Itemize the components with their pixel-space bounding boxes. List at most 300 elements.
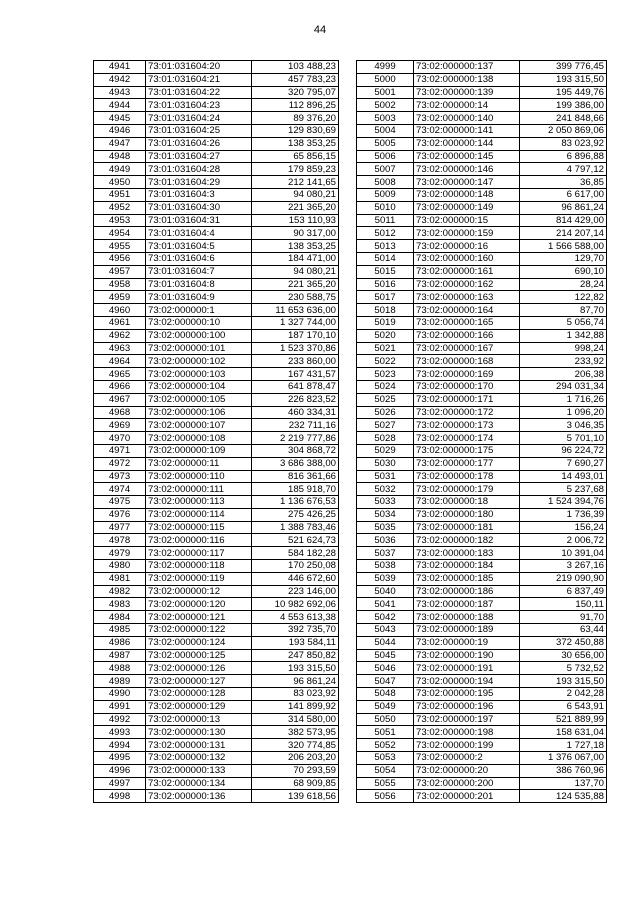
cadastral-value-cell: 1 136 676,53 bbox=[252, 496, 339, 509]
row-number-cell: 4957 bbox=[94, 265, 146, 278]
cadastral-number-cell: 73:02:000000:197 bbox=[414, 713, 520, 726]
row-number-cell: 5014 bbox=[357, 252, 414, 265]
cadastral-number-cell: 73:02:000000:127 bbox=[146, 675, 252, 688]
cadastral-number-cell: 73:02:000000:115 bbox=[146, 521, 252, 534]
table-row bbox=[94, 572, 339, 585]
cadastral-value-cell: 241 848,66 bbox=[520, 112, 607, 125]
cadastral-value-cell: 372 450,88 bbox=[520, 636, 607, 649]
table-row bbox=[94, 278, 339, 291]
row-number-cell: 5018 bbox=[357, 304, 414, 317]
cadastral-number-cell: 73:02:000000:169 bbox=[414, 368, 520, 381]
row-number-cell: 5055 bbox=[357, 777, 414, 790]
table-row bbox=[94, 112, 339, 125]
cadastral-value-cell: 1 096,20 bbox=[520, 406, 607, 419]
cadastral-value-cell: 167 431,57 bbox=[252, 368, 339, 381]
row-number-cell: 4973 bbox=[94, 470, 146, 483]
cadastral-number-cell: 73:02:000000:102 bbox=[146, 355, 252, 368]
table-row bbox=[94, 252, 339, 265]
cadastral-value-cell: 584 182,28 bbox=[252, 547, 339, 560]
cadastral-value-cell: 1 376 067,00 bbox=[520, 752, 607, 765]
table-row bbox=[357, 112, 607, 125]
table-row bbox=[357, 124, 607, 137]
cadastral-value-cell: 30 656,00 bbox=[520, 649, 607, 662]
table-row bbox=[357, 432, 607, 445]
table-row bbox=[94, 227, 339, 240]
row-number-cell: 5030 bbox=[357, 457, 414, 470]
cadastral-number-cell: 73:01:031604:31 bbox=[146, 214, 252, 227]
cadastral-value-cell: 320 795,07 bbox=[252, 86, 339, 99]
cadastral-value-cell: 5 237,68 bbox=[520, 483, 607, 496]
cadastral-number-cell: 73:02:000000:20 bbox=[414, 764, 520, 777]
cadastral-number-cell: 73:02:000000:144 bbox=[414, 137, 520, 150]
table-row bbox=[357, 636, 607, 649]
row-number-cell: 4970 bbox=[94, 432, 146, 445]
cadastral-value-cell: 1 342,88 bbox=[520, 329, 607, 342]
cadastral-value-cell: 10 391,04 bbox=[520, 547, 607, 560]
table-row bbox=[94, 393, 339, 406]
cadastral-number-cell: 73:02:000000:138 bbox=[414, 73, 520, 86]
cadastral-value-cell: 187 170,10 bbox=[252, 329, 339, 342]
cadastral-value-cell: 122,82 bbox=[520, 291, 607, 304]
cadastral-value-cell: 294 031,34 bbox=[520, 380, 607, 393]
row-number-cell: 4945 bbox=[94, 112, 146, 125]
cadastral-value-cell: 2 042,28 bbox=[520, 688, 607, 701]
table-row bbox=[357, 368, 607, 381]
cadastral-number-cell: 73:02:000000:108 bbox=[146, 432, 252, 445]
row-number-cell: 4992 bbox=[94, 713, 146, 726]
cadastral-value-cell: 386 760,96 bbox=[520, 764, 607, 777]
table-row bbox=[357, 444, 607, 457]
table-row bbox=[94, 137, 339, 150]
cadastral-value-cell: 206,38 bbox=[520, 368, 607, 381]
row-number-cell: 5011 bbox=[357, 214, 414, 227]
row-number-cell: 5051 bbox=[357, 726, 414, 739]
cadastral-number-cell: 73:01:031604:30 bbox=[146, 201, 252, 214]
row-number-cell: 4977 bbox=[94, 521, 146, 534]
row-number-cell: 4944 bbox=[94, 99, 146, 112]
row-number-cell: 4978 bbox=[94, 534, 146, 547]
cadastral-value-cell: 184 471,00 bbox=[252, 252, 339, 265]
cadastral-number-cell: 73:02:000000:184 bbox=[414, 560, 520, 573]
row-number-cell: 5007 bbox=[357, 163, 414, 176]
cadastral-value-cell: 65 856,15 bbox=[252, 150, 339, 163]
table-row bbox=[357, 700, 607, 713]
cadastral-value-cell: 5 056,74 bbox=[520, 316, 607, 329]
cadastral-number-cell: 73:02:000000:133 bbox=[146, 764, 252, 777]
cadastral-value-cell: 7 690,27 bbox=[520, 457, 607, 470]
row-number-cell: 4950 bbox=[94, 176, 146, 189]
cadastral-number-cell: 73:02:000000:16 bbox=[414, 240, 520, 253]
cadastral-value-cell: 91,70 bbox=[520, 611, 607, 624]
cadastral-number-cell: 73:02:000000:134 bbox=[146, 777, 252, 790]
cadastral-value-table-left bbox=[93, 60, 339, 803]
cadastral-number-cell: 73:02:000000:145 bbox=[414, 150, 520, 163]
page-number: 44 bbox=[313, 24, 327, 36]
cadastral-number-cell: 73:02:000000:171 bbox=[414, 393, 520, 406]
cadastral-number-cell: 73:02:000000:114 bbox=[146, 508, 252, 521]
row-number-cell: 4954 bbox=[94, 227, 146, 240]
table-row bbox=[357, 265, 607, 278]
table-row bbox=[357, 86, 607, 99]
cadastral-value-cell: 96 861,24 bbox=[520, 201, 607, 214]
cadastral-value-cell: 3 267,16 bbox=[520, 560, 607, 573]
row-number-cell: 5019 bbox=[357, 316, 414, 329]
table-row bbox=[94, 163, 339, 176]
row-number-cell: 5044 bbox=[357, 636, 414, 649]
cadastral-number-cell: 73:01:031604:7 bbox=[146, 265, 252, 278]
table-row bbox=[94, 368, 339, 381]
cadastral-value-cell: 457 783,23 bbox=[252, 73, 339, 86]
table-row bbox=[357, 662, 607, 675]
row-number-cell: 5042 bbox=[357, 611, 414, 624]
row-number-cell: 5036 bbox=[357, 534, 414, 547]
table-row bbox=[94, 560, 339, 573]
cadastral-value-cell: 124 535,88 bbox=[520, 790, 607, 803]
table-row bbox=[94, 752, 339, 765]
row-number-cell: 4942 bbox=[94, 73, 146, 86]
cadastral-value-cell: 139 618,56 bbox=[252, 790, 339, 803]
row-number-cell: 4997 bbox=[94, 777, 146, 790]
cadastral-value-cell: 247 850,82 bbox=[252, 649, 339, 662]
row-number-cell: 4941 bbox=[94, 61, 146, 74]
table-row bbox=[94, 124, 339, 137]
cadastral-number-cell: 73:02:000000:146 bbox=[414, 163, 520, 176]
cadastral-value-cell: 521 624,73 bbox=[252, 534, 339, 547]
table-row bbox=[94, 496, 339, 509]
cadastral-number-cell: 73:02:000000:160 bbox=[414, 252, 520, 265]
row-number-cell: 4982 bbox=[94, 585, 146, 598]
table-row bbox=[357, 598, 607, 611]
cadastral-number-cell: 73:02:000000:178 bbox=[414, 470, 520, 483]
table-row bbox=[94, 790, 339, 803]
table-row bbox=[357, 611, 607, 624]
row-number-cell: 4946 bbox=[94, 124, 146, 137]
row-number-cell: 4963 bbox=[94, 342, 146, 355]
cadastral-number-cell: 73:02:000000:117 bbox=[146, 547, 252, 560]
row-number-cell: 4968 bbox=[94, 406, 146, 419]
table-row bbox=[357, 470, 607, 483]
table-row bbox=[357, 675, 607, 688]
cadastral-value-cell: 68 909,85 bbox=[252, 777, 339, 790]
cadastral-value-cell: 5 701,10 bbox=[520, 432, 607, 445]
cadastral-number-cell: 73:01:031604:29 bbox=[146, 176, 252, 189]
row-number-cell: 4976 bbox=[94, 508, 146, 521]
cadastral-number-cell: 73:01:031604:9 bbox=[146, 291, 252, 304]
table-row bbox=[94, 662, 339, 675]
row-number-cell: 4996 bbox=[94, 764, 146, 777]
table-row bbox=[94, 700, 339, 713]
table-row bbox=[357, 73, 607, 86]
row-number-cell: 5009 bbox=[357, 188, 414, 201]
cadastral-value-cell: 138 353,25 bbox=[252, 137, 339, 150]
cadastral-value-cell: 129,70 bbox=[520, 252, 607, 265]
cadastral-value-cell: 4 553 613,38 bbox=[252, 611, 339, 624]
cadastral-number-cell: 73:02:000000:195 bbox=[414, 688, 520, 701]
row-number-cell: 4990 bbox=[94, 688, 146, 701]
table-row bbox=[94, 73, 339, 86]
row-number-cell: 5049 bbox=[357, 700, 414, 713]
table-row bbox=[94, 739, 339, 752]
cadastral-value-cell: 3 046,35 bbox=[520, 419, 607, 432]
cadastral-value-cell: 2 219 777,86 bbox=[252, 432, 339, 445]
cadastral-value-cell: 221 365,20 bbox=[252, 278, 339, 291]
cadastral-value-cell: 14 493,01 bbox=[520, 470, 607, 483]
table-row bbox=[357, 316, 607, 329]
cadastral-number-cell: 73:02:000000:13 bbox=[146, 713, 252, 726]
table-row bbox=[357, 534, 607, 547]
cadastral-value-cell: 2 006,72 bbox=[520, 534, 607, 547]
cadastral-value-cell: 1 388 783,46 bbox=[252, 521, 339, 534]
cadastral-number-cell: 73:01:031604:26 bbox=[146, 137, 252, 150]
cadastral-value-cell: 83 023,92 bbox=[520, 137, 607, 150]
table-row bbox=[94, 304, 339, 317]
cadastral-value-cell: 1 327 744,00 bbox=[252, 316, 339, 329]
row-number-cell: 4966 bbox=[94, 380, 146, 393]
cadastral-value-table-right bbox=[356, 60, 607, 803]
table-row bbox=[94, 547, 339, 560]
cadastral-value-cell: 223 146,00 bbox=[252, 585, 339, 598]
row-number-cell: 5047 bbox=[357, 675, 414, 688]
cadastral-value-cell: 230 588,75 bbox=[252, 291, 339, 304]
table-row bbox=[94, 457, 339, 470]
table-row bbox=[357, 240, 607, 253]
cadastral-value-cell: 214 207,14 bbox=[520, 227, 607, 240]
table-row bbox=[357, 572, 607, 585]
row-number-cell: 4960 bbox=[94, 304, 146, 317]
row-number-cell: 5025 bbox=[357, 393, 414, 406]
table-row bbox=[357, 342, 607, 355]
cadastral-value-cell: 320 774,85 bbox=[252, 739, 339, 752]
row-number-cell: 5020 bbox=[357, 329, 414, 342]
table-row bbox=[94, 150, 339, 163]
cadastral-value-cell: 156,24 bbox=[520, 521, 607, 534]
table-row bbox=[357, 726, 607, 739]
table-row bbox=[357, 61, 607, 74]
cadastral-number-cell: 73:02:000000:182 bbox=[414, 534, 520, 547]
table-row bbox=[94, 329, 339, 342]
row-number-cell: 5032 bbox=[357, 483, 414, 496]
cadastral-number-cell: 73:01:031604:28 bbox=[146, 163, 252, 176]
table-row bbox=[94, 726, 339, 739]
row-number-cell: 4975 bbox=[94, 496, 146, 509]
row-number-cell: 5040 bbox=[357, 585, 414, 598]
cadastral-number-cell: 73:02:000000:110 bbox=[146, 470, 252, 483]
cadastral-value-cell: 814 429,00 bbox=[520, 214, 607, 227]
table-row bbox=[357, 406, 607, 419]
table-row bbox=[357, 99, 607, 112]
table-row bbox=[357, 227, 607, 240]
cadastral-value-cell: 36,85 bbox=[520, 176, 607, 189]
cadastral-value-cell: 399 776,45 bbox=[520, 61, 607, 74]
row-number-cell: 4961 bbox=[94, 316, 146, 329]
row-number-cell: 4998 bbox=[94, 790, 146, 803]
cadastral-value-cell: 28,24 bbox=[520, 278, 607, 291]
table-row bbox=[357, 393, 607, 406]
table-row bbox=[357, 764, 607, 777]
row-number-cell: 5048 bbox=[357, 688, 414, 701]
table-row bbox=[357, 329, 607, 342]
cadastral-number-cell: 73:02:000000:173 bbox=[414, 419, 520, 432]
cadastral-value-cell: 193 315,50 bbox=[520, 73, 607, 86]
row-number-cell: 5024 bbox=[357, 380, 414, 393]
cadastral-value-cell: 96 224,72 bbox=[520, 444, 607, 457]
table-row bbox=[357, 483, 607, 496]
table-row bbox=[94, 688, 339, 701]
cadastral-value-cell: 690,10 bbox=[520, 265, 607, 278]
cadastral-value-cell: 193 584,11 bbox=[252, 636, 339, 649]
cadastral-value-cell: 96 861,24 bbox=[252, 675, 339, 688]
row-number-cell: 4999 bbox=[357, 61, 414, 74]
row-number-cell: 5001 bbox=[357, 86, 414, 99]
cadastral-value-cell: 138 353,25 bbox=[252, 240, 339, 253]
cadastral-number-cell: 73:02:000000:11 bbox=[146, 457, 252, 470]
cadastral-value-cell: 185 918,70 bbox=[252, 483, 339, 496]
cadastral-number-cell: 73:02:000000:131 bbox=[146, 739, 252, 752]
cadastral-value-cell: 94 080,21 bbox=[252, 188, 339, 201]
table-row bbox=[94, 444, 339, 457]
cadastral-number-cell: 73:02:000000:201 bbox=[414, 790, 520, 803]
cadastral-number-cell: 73:01:031604:8 bbox=[146, 278, 252, 291]
cadastral-value-cell: 460 334,31 bbox=[252, 406, 339, 419]
cadastral-number-cell: 73:02:000000:186 bbox=[414, 585, 520, 598]
cadastral-value-cell: 1 716,26 bbox=[520, 393, 607, 406]
cadastral-number-cell: 73:02:000000:165 bbox=[414, 316, 520, 329]
row-number-cell: 4956 bbox=[94, 252, 146, 265]
cadastral-value-cell: 206 203,20 bbox=[252, 752, 339, 765]
cadastral-value-cell: 87,70 bbox=[520, 304, 607, 317]
cadastral-number-cell: 73:02:000000:118 bbox=[146, 560, 252, 573]
cadastral-number-cell: 73:02:000000:18 bbox=[414, 496, 520, 509]
row-number-cell: 4994 bbox=[94, 739, 146, 752]
cadastral-value-cell: 1 727,18 bbox=[520, 739, 607, 752]
table-row bbox=[94, 291, 339, 304]
cadastral-number-cell: 73:02:000000:162 bbox=[414, 278, 520, 291]
row-number-cell: 4995 bbox=[94, 752, 146, 765]
cadastral-value-cell: 83 023,92 bbox=[252, 688, 339, 701]
cadastral-value-cell: 150,11 bbox=[520, 598, 607, 611]
table-row bbox=[94, 508, 339, 521]
row-number-cell: 5035 bbox=[357, 521, 414, 534]
table-row bbox=[357, 150, 607, 163]
cadastral-value-cell: 221 365,20 bbox=[252, 201, 339, 214]
row-number-cell: 4988 bbox=[94, 662, 146, 675]
table-row bbox=[357, 201, 607, 214]
cadastral-number-cell: 73:02:000000:200 bbox=[414, 777, 520, 790]
table-row bbox=[357, 585, 607, 598]
table-row bbox=[357, 688, 607, 701]
table-row bbox=[94, 176, 339, 189]
table-row bbox=[94, 201, 339, 214]
row-number-cell: 4971 bbox=[94, 444, 146, 457]
cadastral-number-cell: 73:02:000000:116 bbox=[146, 534, 252, 547]
row-number-cell: 4981 bbox=[94, 572, 146, 585]
cadastral-number-cell: 73:02:000000:19 bbox=[414, 636, 520, 649]
row-number-cell: 5028 bbox=[357, 432, 414, 445]
row-number-cell: 5052 bbox=[357, 739, 414, 752]
cadastral-number-cell: 73:02:000000:139 bbox=[414, 86, 520, 99]
cadastral-number-cell: 73:02:000000:172 bbox=[414, 406, 520, 419]
cadastral-number-cell: 73:01:031604:23 bbox=[146, 99, 252, 112]
cadastral-value-cell: 1 566 588,00 bbox=[520, 240, 607, 253]
cadastral-number-cell: 73:02:000000:122 bbox=[146, 624, 252, 637]
table-row bbox=[94, 675, 339, 688]
table-row bbox=[94, 265, 339, 278]
cadastral-value-cell: 137,70 bbox=[520, 777, 607, 790]
cadastral-value-cell: 998,24 bbox=[520, 342, 607, 355]
table-row bbox=[94, 188, 339, 201]
row-number-cell: 5029 bbox=[357, 444, 414, 457]
cadastral-value-cell: 816 361,66 bbox=[252, 470, 339, 483]
cadastral-number-cell: 73:01:031604:21 bbox=[146, 73, 252, 86]
row-number-cell: 5008 bbox=[357, 176, 414, 189]
row-number-cell: 4948 bbox=[94, 150, 146, 163]
cadastral-number-cell: 73:02:000000:181 bbox=[414, 521, 520, 534]
cadastral-value-cell: 70 293,59 bbox=[252, 764, 339, 777]
row-number-cell: 5053 bbox=[357, 752, 414, 765]
cadastral-number-cell: 73:02:000000:100 bbox=[146, 329, 252, 342]
table-row bbox=[94, 419, 339, 432]
table-row bbox=[357, 649, 607, 662]
cadastral-number-cell: 73:02:000000:180 bbox=[414, 508, 520, 521]
row-number-cell: 4965 bbox=[94, 368, 146, 381]
row-number-cell: 4984 bbox=[94, 611, 146, 624]
cadastral-value-cell: 382 573,95 bbox=[252, 726, 339, 739]
table-row bbox=[94, 342, 339, 355]
cadastral-number-cell: 73:01:031604:20 bbox=[146, 61, 252, 74]
cadastral-value-cell: 4 797,12 bbox=[520, 163, 607, 176]
table-row bbox=[94, 649, 339, 662]
cadastral-number-cell: 73:02:000000:10 bbox=[146, 316, 252, 329]
cadastral-number-cell: 73:02:000000:1 bbox=[146, 304, 252, 317]
table-row bbox=[94, 611, 339, 624]
cadastral-number-cell: 73:02:000000:124 bbox=[146, 636, 252, 649]
cadastral-number-cell: 73:02:000000:191 bbox=[414, 662, 520, 675]
cadastral-number-cell: 73:02:000000:187 bbox=[414, 598, 520, 611]
row-number-cell: 5046 bbox=[357, 662, 414, 675]
cadastral-number-cell: 73:02:000000:103 bbox=[146, 368, 252, 381]
table-row bbox=[357, 380, 607, 393]
row-number-cell: 5043 bbox=[357, 624, 414, 637]
row-number-cell: 4949 bbox=[94, 163, 146, 176]
table-row bbox=[94, 99, 339, 112]
cadastral-value-cell: 1 524 394,76 bbox=[520, 496, 607, 509]
row-number-cell: 5002 bbox=[357, 99, 414, 112]
cadastral-value-cell: 219 090,90 bbox=[520, 572, 607, 585]
row-number-cell: 5045 bbox=[357, 649, 414, 662]
cadastral-number-cell: 73:01:031604:6 bbox=[146, 252, 252, 265]
cadastral-number-cell: 73:02:000000:189 bbox=[414, 624, 520, 637]
row-number-cell: 5037 bbox=[357, 547, 414, 560]
cadastral-number-cell: 73:02:000000:188 bbox=[414, 611, 520, 624]
cadastral-number-cell: 73:02:000000:163 bbox=[414, 291, 520, 304]
cadastral-number-cell: 73:02:000000:128 bbox=[146, 688, 252, 701]
row-number-cell: 5054 bbox=[357, 764, 414, 777]
row-number-cell: 4987 bbox=[94, 649, 146, 662]
cadastral-number-cell: 73:02:000000:111 bbox=[146, 483, 252, 496]
cadastral-number-cell: 73:02:000000:140 bbox=[414, 112, 520, 125]
cadastral-number-cell: 73:01:031604:3 bbox=[146, 188, 252, 201]
table-row bbox=[94, 214, 339, 227]
cadastral-value-cell: 304 868,72 bbox=[252, 444, 339, 457]
cadastral-number-cell: 73:02:000000:132 bbox=[146, 752, 252, 765]
cadastral-value-cell: 11 653 636,00 bbox=[252, 304, 339, 317]
cadastral-number-cell: 73:02:000000:15 bbox=[414, 214, 520, 227]
table-row bbox=[357, 278, 607, 291]
table-row bbox=[94, 764, 339, 777]
row-number-cell: 5034 bbox=[357, 508, 414, 521]
cadastral-value-cell: 193 315,50 bbox=[252, 662, 339, 675]
row-number-cell: 5012 bbox=[357, 227, 414, 240]
